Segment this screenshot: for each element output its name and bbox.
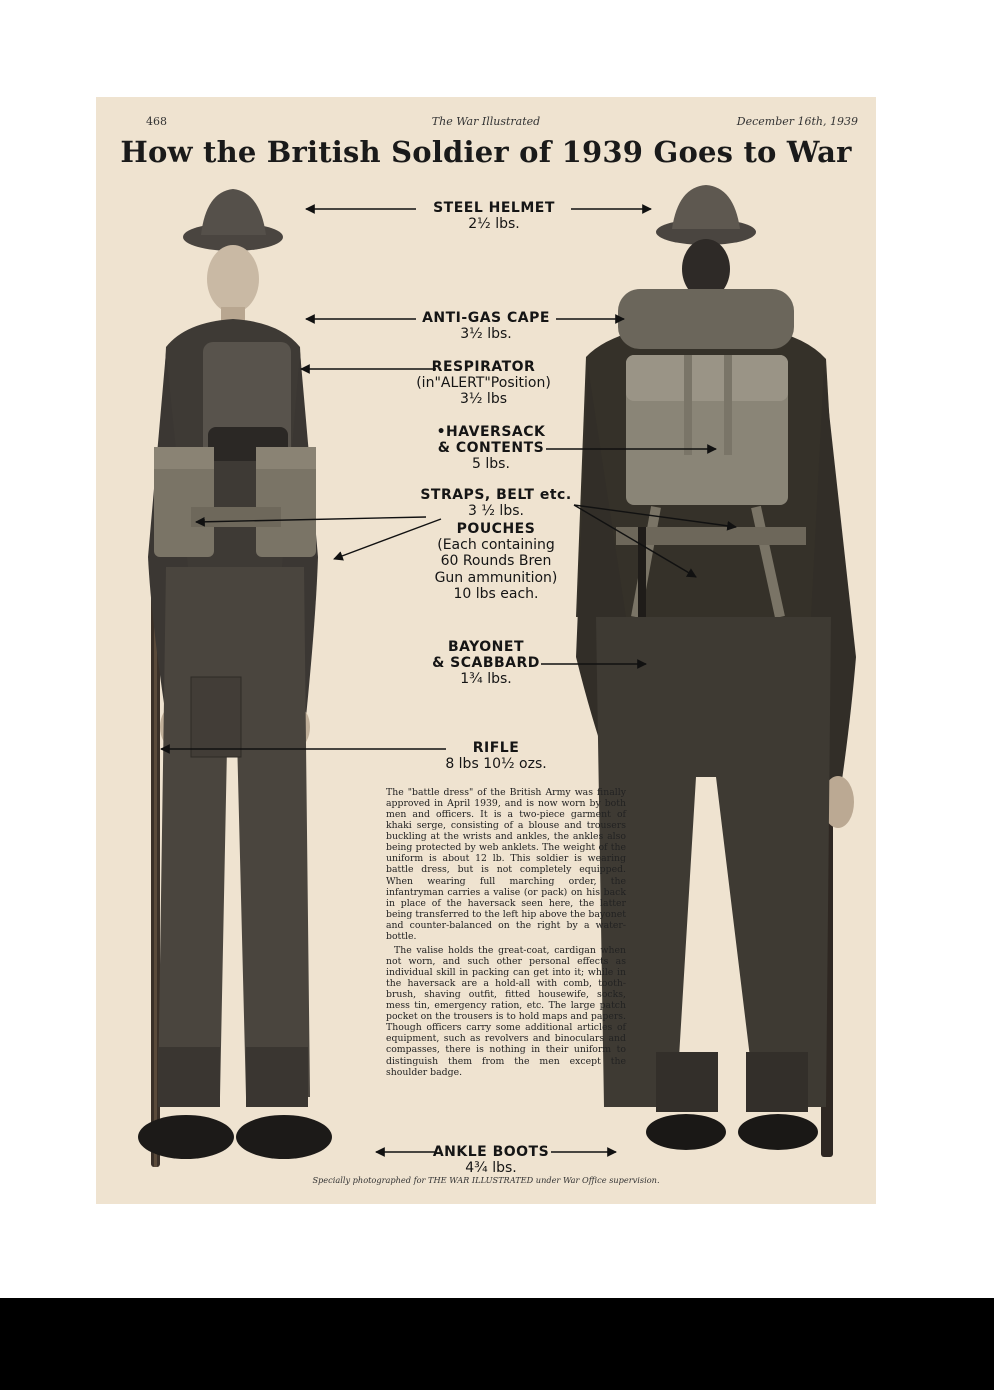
label-pouches-name: POUCHES [456, 521, 536, 537]
label-anti-gas-cape-weight: 3½ lbs. [460, 326, 512, 343]
page-number: 468 [146, 115, 167, 128]
article-text [386, 787, 626, 1081]
label-haversack [431, 424, 551, 473]
label-haversack-name: •HAVERSACK [436, 424, 546, 440]
label-anti-gas-cape-name: ANTI-GAS CAPE [422, 310, 550, 326]
article-paragraph-1: The "battle dress" of the British Army was finally approved in April 1939, and is now worn by both men and officers. It is a two-piece garment of khaki serge, consisting of a blouse and trousers buckling at the wrists and ankles, the ankles also being protected by web anklets. The weight of the uniform is about 12 lb. This soldier is wearing battle dress, but is not completely equipped. When wearing full marching order, the infantryman carries a valise (or pack) on his back in place of the haversack seen here, the latter being transferred to the left hip above the bayonet and counter-balanced on the right by a water-bottle. [386, 787, 626, 942]
label-straps-belt-weight: 3 ½ lbs. [468, 503, 524, 520]
label-straps-belt [416, 487, 576, 519]
label-steel-helmet-name: STEEL HELMET [433, 200, 555, 216]
label-ankle-boots-weight: 4¾ lbs. [465, 1160, 517, 1177]
label-pouches-line1: (Each containing [437, 537, 555, 554]
label-respirator-weight: 3½ lbs [460, 391, 507, 408]
label-haversack-weight: 5 lbs. [472, 456, 510, 473]
label-bayonet-weight: 1¾ lbs. [460, 671, 512, 688]
label-rifle [426, 740, 566, 772]
label-ankle-boots-name: ANKLE BOOTS [432, 1144, 550, 1160]
label-bayonet [426, 639, 546, 688]
label-steel-helmet [414, 200, 574, 232]
label-rifle-weight: 8 lbs 10½ ozs. [445, 756, 547, 773]
label-bayonet-name: BAYONET [447, 639, 525, 655]
magazine-page [96, 97, 876, 1204]
front-soldier-figure [138, 189, 332, 1167]
label-pouches-line2: 60 Rounds Bren [440, 553, 552, 570]
label-respirator [396, 359, 571, 408]
issue-date: December 16th, 1939 [736, 115, 858, 128]
label-steel-helmet-weight: 2½ lbs. [468, 216, 520, 233]
bottom-bar [0, 1298, 994, 1390]
label-pouches-weight: 10 lbs each. [453, 585, 539, 602]
label-bayonet-scabbard: & SCABBARD [432, 655, 540, 672]
label-straps-belt-name: STRAPS, BELT etc. [420, 487, 572, 503]
article-paragraph-2: The valise holds the great-coat, cardigan when not worn, and such other personal effects as individual skill in packing can get into it; while in the haversack are a hold-all with comb, tooth-brush, shaving outfit, fitted housewife, socks, mess tin, emergency ration, etc. The large patch pocket on the trousers is to hold maps and papers. Though officers carry some additional articles of equipment, such as revolvers and binoculars and compasses, there is nothing in their uniform to distinguish them from the men except the shoulder badge. [386, 944, 626, 1078]
label-haversack-contents: & CONTENTS [437, 440, 545, 457]
page-title: How the British Soldier of 1939 Goes to War [120, 135, 852, 169]
label-ankle-boots [421, 1144, 561, 1176]
label-pouches-line3: Gun ammunition) [434, 569, 558, 586]
label-anti-gas-cape [406, 310, 566, 342]
photo-caption: Specially photographed for THE WAR ILLUSTRATED under War Office supervision. [312, 1175, 660, 1185]
label-pouches [416, 521, 576, 602]
label-rifle-name: RIFLE [472, 740, 520, 756]
publication-name: The War Illustrated [431, 115, 541, 128]
label-respirator-position: (in"ALERT"Position) [416, 375, 551, 392]
label-respirator-name: RESPIRATOR [431, 359, 536, 375]
